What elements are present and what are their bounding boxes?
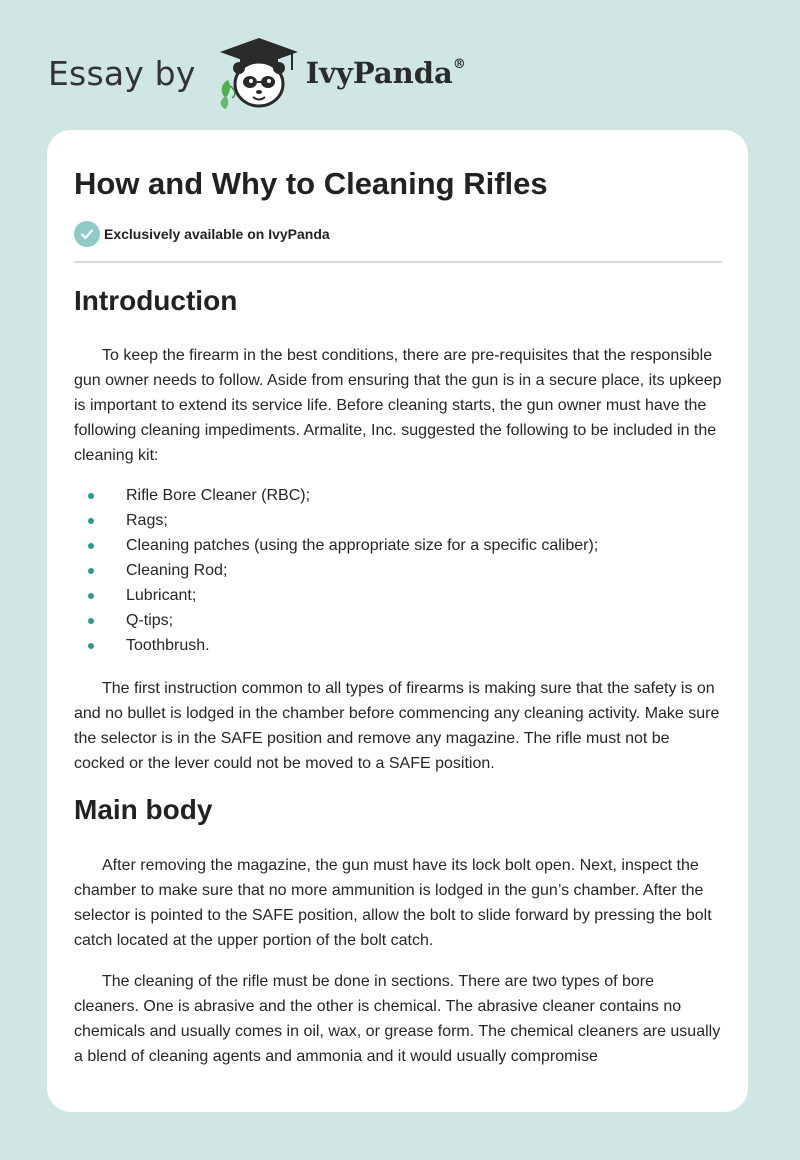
bullet-icon — [88, 643, 94, 649]
registered-mark: ® — [452, 57, 466, 73]
section-heading-main-body: Main body — [74, 794, 213, 825]
paragraph-main-1: After removing the magazine, the gun must have its lock bolt open. Next, inspect the chamber to make sure that no more ammunition is lodged in the gun’s chamber. After the selector is pointed to the SAFE position, allow the bolt to slide forward by pressing the bolt catch located at the upper portion of the bolt catch. — [74, 857, 712, 949]
bullet-icon — [88, 518, 94, 524]
page-title: How and Why to Cleaning Rifles — [74, 166, 548, 201]
paragraph-main-2: The cleaning of the rifle must be done in sections. There are two types of bore cleaners. One is abrasive and the other is chemical. The abrasive cleaner contains no chemicals and usually comes in oil, wax, or grease form. The chemical cleaners are usually a blend of cleaning agents and ammonia and it would usually compromise — [74, 973, 721, 1065]
check-icon — [74, 221, 100, 247]
section-heading-introduction: Introduction — [74, 285, 238, 316]
panda-logo-icon — [214, 36, 304, 110]
list-item: Cleaning Rod; — [74, 558, 598, 583]
site-header — [48, 36, 466, 110]
divider — [74, 261, 722, 263]
list-item: Q-tips; — [74, 608, 598, 633]
essay-by-text: Essay by — [48, 53, 196, 93]
essay-card — [47, 130, 748, 1112]
paragraph-intro-2: The first instruction common to all types of firearms is making sure that the safety is on and no bullet is lodged in the chamber before commencing any cleaning activity. Make sure the selector is in the SAFE position and remove any magazine. The rifle must not be cocked or the lever could not be moved to a SAFE position. — [74, 680, 720, 772]
bullet-icon — [88, 543, 94, 549]
cleaning-kit-list — [74, 483, 598, 658]
bullet-icon — [88, 568, 94, 574]
bullet-icon — [88, 593, 94, 599]
paragraph-intro-1: To keep the firearm in the best conditions, there are pre-requisites that the responsible gun owner needs to follow. Aside from ensuring that the gun is in a secure place, its upkeep is important to extend its service life. Before cleaning starts, the gun owner must have the following cleaning impediments. Armalite, Inc. suggested the following to be included in the cleaning kit: — [74, 347, 722, 464]
brand-name: IvyPanda® — [305, 56, 466, 90]
list-item: Toothbrush. — [74, 633, 598, 658]
exclusive-badge — [74, 221, 330, 247]
exclusive-label: Exclusively available on IvyPanda — [104, 226, 330, 242]
list-item: Lubricant; — [74, 583, 598, 608]
bullet-icon — [88, 618, 94, 624]
list-item: Cleaning patches (using the appropriate size for a specific caliber); — [74, 533, 598, 558]
list-item: Rags; — [74, 508, 598, 533]
bullet-icon — [88, 493, 94, 499]
list-item: Rifle Bore Cleaner (RBC); — [74, 483, 598, 508]
